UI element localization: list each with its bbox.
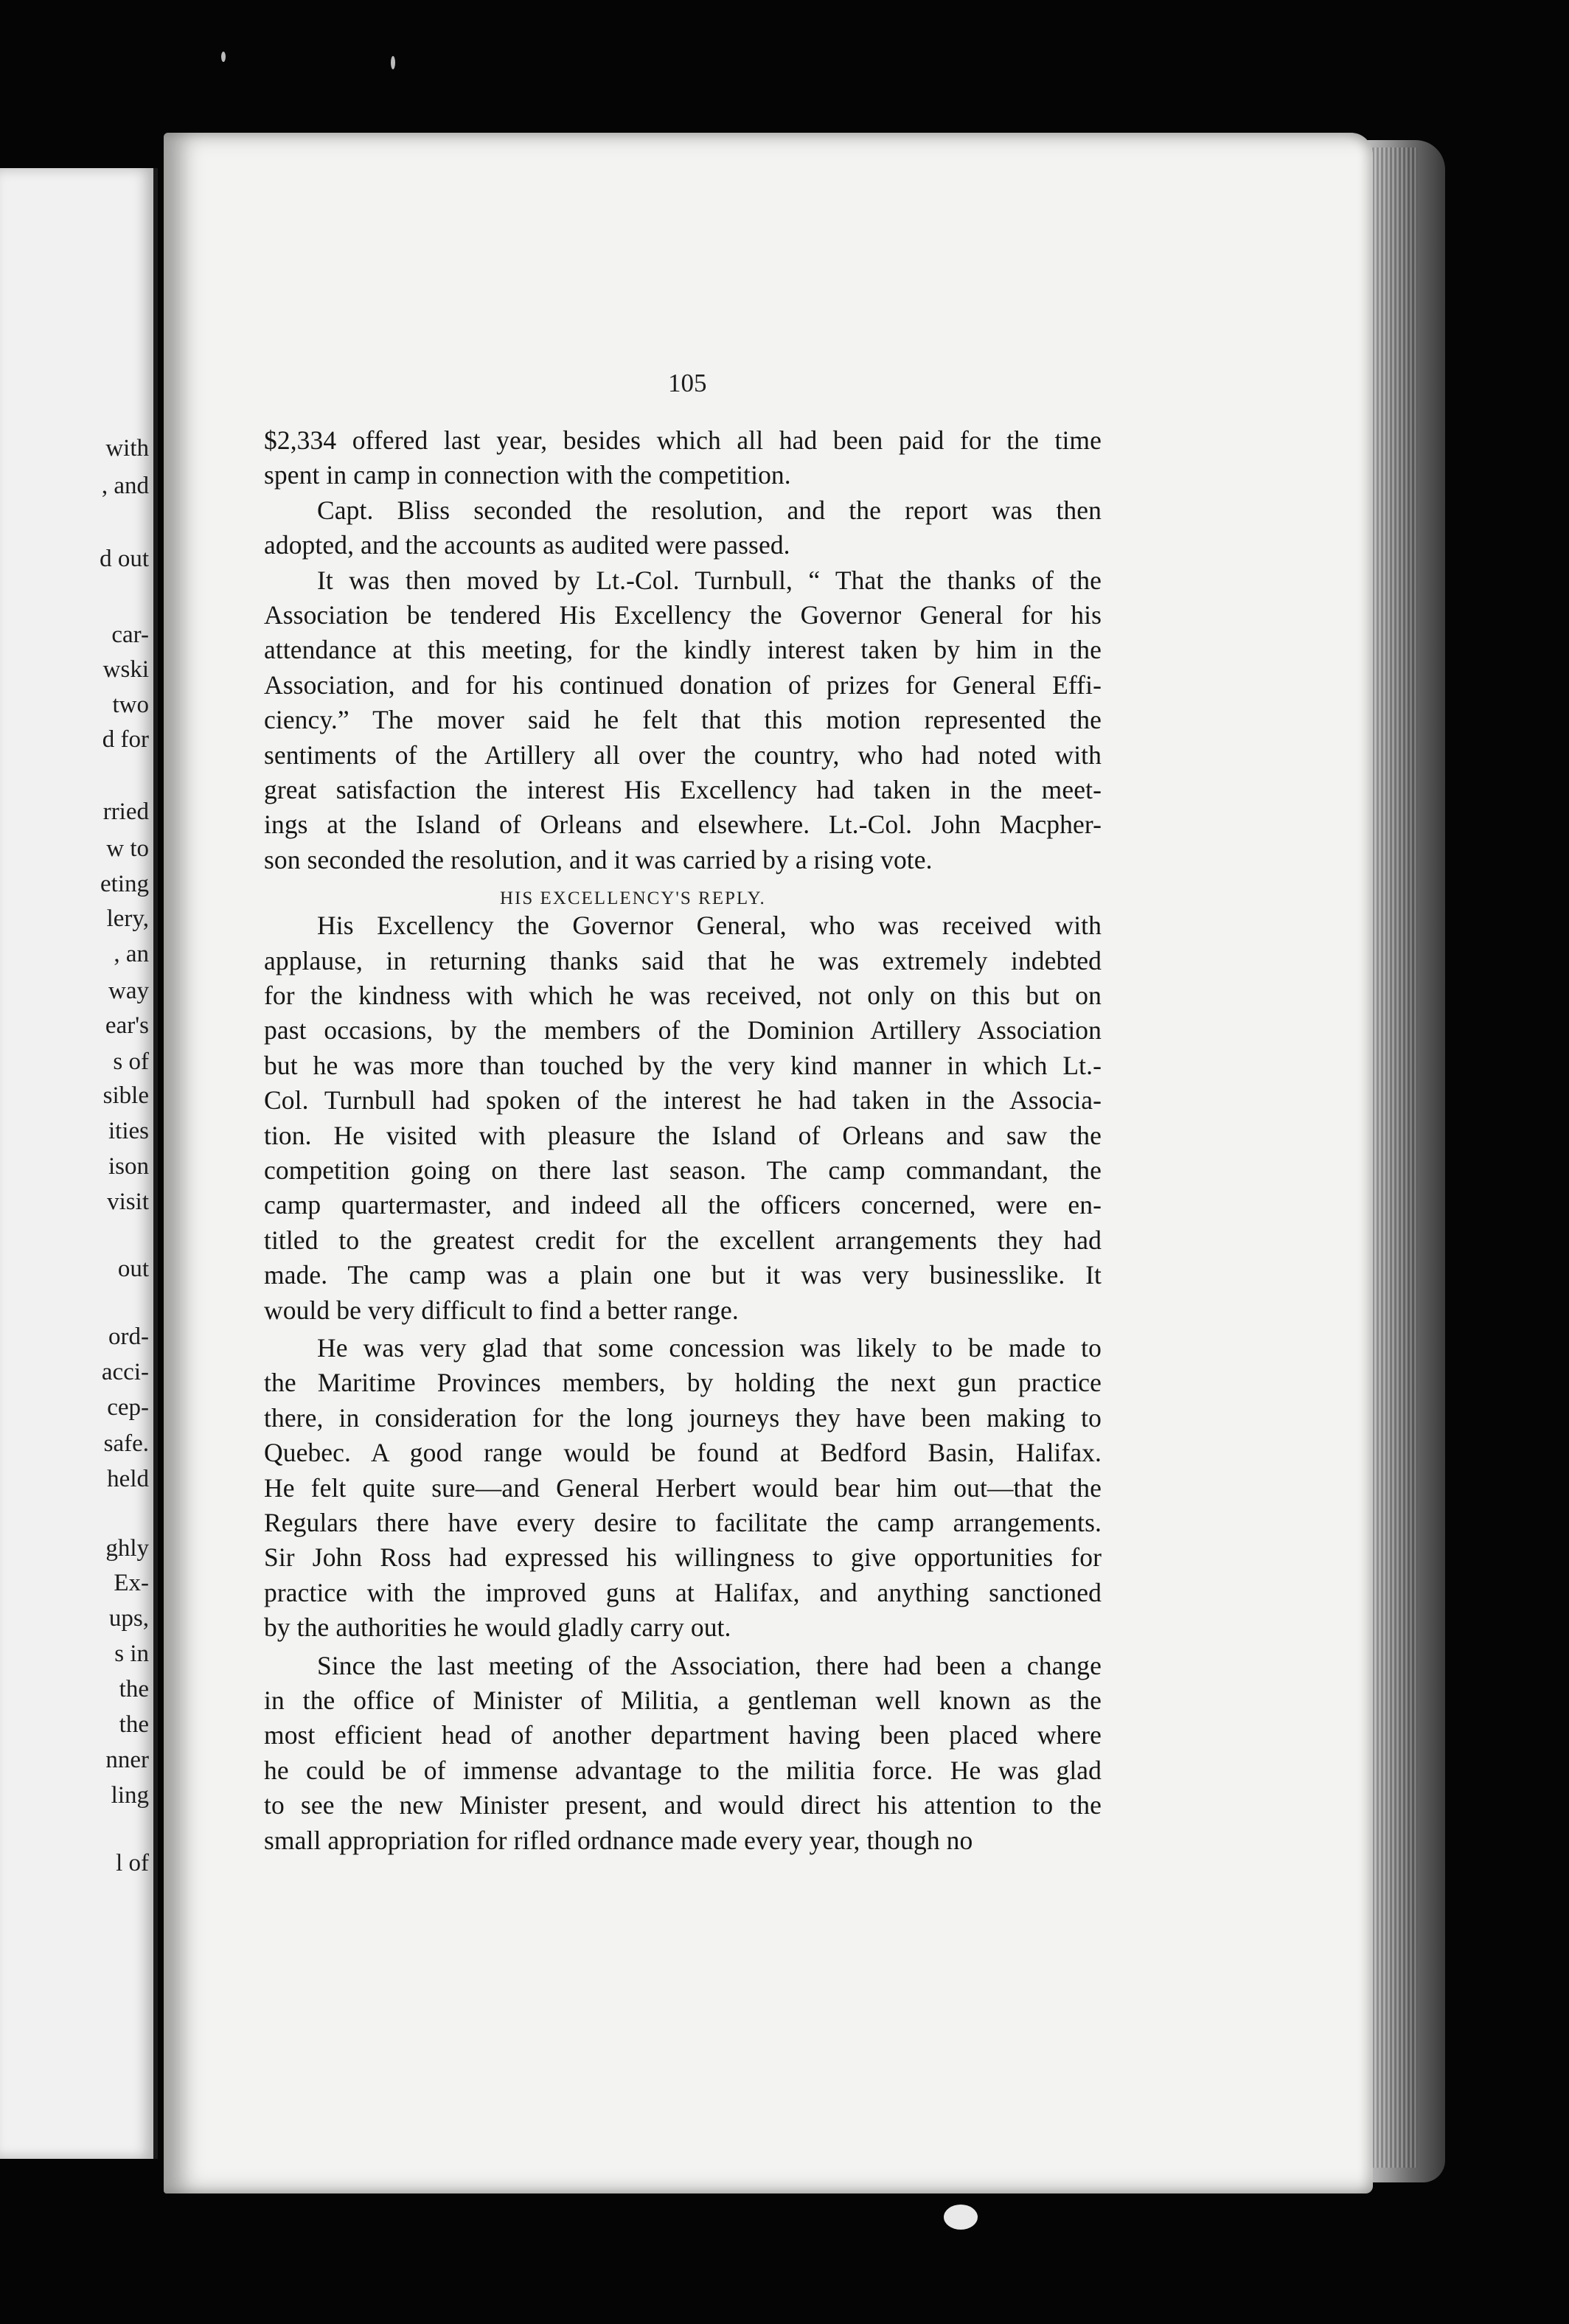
- left-page-fragment: d out: [100, 546, 149, 572]
- text-line: Sir John Ross had expressed his willingness to give opportunities for: [264, 1542, 1102, 1572]
- text-line: Capt. Bliss seconded the resolution, and the report was then: [317, 495, 1102, 525]
- left-page-fragment: d for: [102, 726, 149, 753]
- text-line: in the office of Minister of Militia, a gentleman well known as the: [264, 1685, 1102, 1715]
- left-page-fragment: rried: [102, 799, 149, 825]
- section-heading: HIS EXCELLENCY'S REPLY.: [500, 888, 766, 908]
- text-line: but he was more than touched by the very kind manner in which Lt.-: [264, 1051, 1102, 1080]
- left-page-fragment: the: [119, 1676, 149, 1702]
- text-line: by the authorities he would gladly carry out.: [264, 1612, 731, 1642]
- text-line: competition going on there last season. The camp commandant, the: [264, 1155, 1102, 1185]
- left-page-fragment: eting: [100, 871, 149, 897]
- left-page-fragment: way: [108, 978, 149, 1004]
- text-line: Since the last meeting of the Association, there had been a change: [317, 1651, 1102, 1680]
- left-page-fragment: w to: [106, 835, 149, 862]
- text-line: titled to the greatest credit for the excellent arrangements they had: [264, 1225, 1102, 1255]
- text-line: Col. Turnbull had spoken of the interest he had taken in the Associa-: [264, 1085, 1102, 1115]
- text-line: $2,334 offered last year, besides which all had been paid for the time: [264, 425, 1102, 455]
- text-line: He felt quite sure—and General Herbert would bear him out—that the: [264, 1473, 1102, 1503]
- text-line: Association be tendered His Excellency the Governor General for his: [264, 600, 1102, 630]
- left-page-fragment: cep-: [107, 1394, 149, 1421]
- left-page-fragment: ghly: [105, 1535, 149, 1562]
- left-page-fragment: out: [117, 1256, 149, 1282]
- left-page-fragment: s of: [113, 1048, 149, 1075]
- text-line: His Excellency the Governor General, who was received with: [317, 911, 1102, 940]
- left-page: [0, 168, 158, 2159]
- text-line: Association, and for his continued donation of prizes for General Effi-: [264, 670, 1102, 700]
- text-line: for the kindness with which he was received, not only on this but on: [264, 981, 1102, 1010]
- left-page-text-fragments: [6, 168, 153, 2159]
- text-line: applause, in returning thanks said that he was extremely indebted: [264, 946, 1102, 975]
- left-page-fragment: ling: [111, 1782, 149, 1809]
- left-page-fragment: s in: [114, 1641, 149, 1667]
- left-page-fragment: held: [107, 1466, 149, 1492]
- text-line: would be very difficult to find a better range.: [264, 1295, 739, 1325]
- text-line: he could be of immense advantage to the militia force. He was glad: [264, 1756, 1102, 1785]
- text-line: ings at the Island of Orleans and elsewhere. Lt.-Col. John Macpher-: [264, 810, 1102, 839]
- left-page-fragment: ear's: [105, 1012, 149, 1039]
- left-page-fragment: ups,: [108, 1605, 149, 1632]
- left-page-fragment: ord-: [108, 1323, 149, 1350]
- text-line: past occasions, by the members of the Dominion Artillery Association: [264, 1015, 1102, 1045]
- left-page-fragment: two: [112, 692, 149, 718]
- text-line: practice with the improved guns at Halifax, and anything sanctioned: [264, 1578, 1102, 1607]
- text-line: most efficient head of another department having been placed where: [264, 1720, 1102, 1750]
- dust-speck: [944, 2205, 978, 2230]
- left-page-fragment: , and: [101, 473, 149, 499]
- text-line: the Maritime Provinces members, by holding the next gun practice: [264, 1368, 1102, 1397]
- text-line: to see the new Minister present, and would direct his attention to the: [264, 1790, 1102, 1820]
- left-page-fragment: nner: [105, 1747, 149, 1773]
- text-line: great satisfaction the interest His Excellency had taken in the meet-: [264, 775, 1102, 804]
- text-line: made. The camp was a plain one but it was very businesslike. It: [264, 1260, 1102, 1290]
- text-line: attendance at this meeting, for the kindly interest taken by him in the: [264, 635, 1102, 664]
- text-line: small appropriation for rifled ordnance made every year, though no: [264, 1826, 973, 1855]
- page-edge-stripes: [1366, 147, 1417, 2168]
- text-line: Quebec. A good range would be found at Bedford Basin, Halifax.: [264, 1438, 1102, 1467]
- left-page-fragment: lery,: [106, 905, 149, 932]
- text-line: sentiments of the Artillery all over the country, who had noted with: [264, 740, 1102, 770]
- text-line: tion. He visited with pleasure the Island of Orleans and saw the: [264, 1121, 1102, 1150]
- left-page-fragment: ison: [108, 1153, 149, 1180]
- left-page-fragment: , an: [114, 941, 149, 967]
- left-page-fragment: ities: [108, 1118, 149, 1144]
- left-page-fragment: car-: [111, 622, 149, 648]
- left-page-fragment: the: [119, 1711, 149, 1738]
- left-page-fragment: Ex-: [114, 1570, 149, 1596]
- left-page-fragment: with: [105, 435, 149, 462]
- left-page-fragment: wski: [102, 656, 149, 683]
- text-line: It was then moved by Lt.-Col. Turnbull, “ That the thanks of the: [317, 566, 1102, 595]
- text-line: spent in camp in connection with the competition.: [264, 460, 791, 490]
- text-line: adopted, and the accounts as audited were passed.: [264, 530, 790, 560]
- text-line: ciency.” The mover said he felt that this motion represented the: [264, 705, 1102, 734]
- text-line: He was very glad that some concession was likely to be made to: [317, 1333, 1102, 1363]
- left-page-fragment: acci-: [101, 1359, 149, 1385]
- dust-speck: [391, 56, 395, 69]
- text-line: son seconded the resolution, and it was carried by a rising vote.: [264, 845, 933, 874]
- text-line: Regulars there have every desire to facilitate the camp arrangements.: [264, 1508, 1102, 1537]
- page-number: 105: [668, 369, 707, 397]
- text-line: camp quartermaster, and indeed all the officers concerned, were en-: [264, 1190, 1102, 1220]
- left-page-fragment: safe.: [103, 1430, 149, 1457]
- left-page-fragment: sible: [102, 1082, 149, 1109]
- left-page-fragment: visit: [107, 1189, 149, 1215]
- dust-speck: [221, 52, 226, 62]
- left-page-fragment: l of: [116, 1850, 149, 1876]
- text-line: there, in consideration for the long journeys they have been making to: [264, 1403, 1102, 1433]
